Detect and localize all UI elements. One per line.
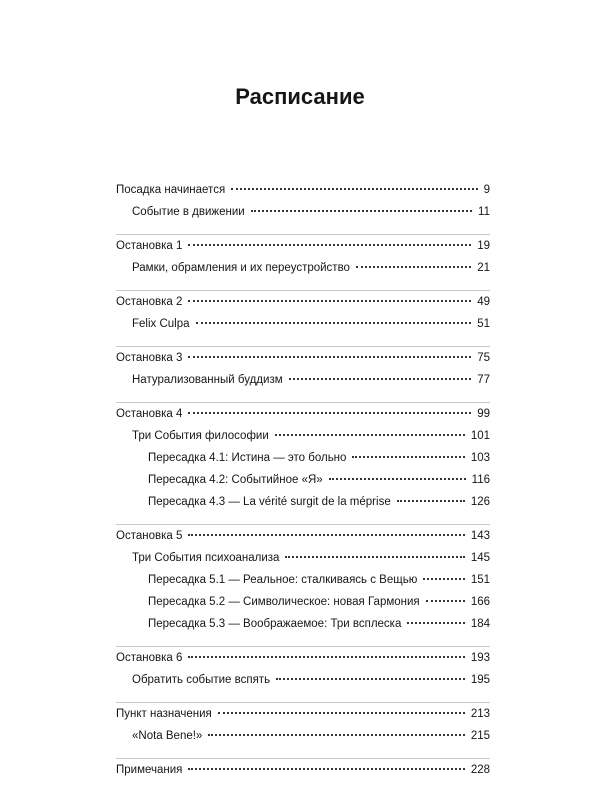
table-of-contents [116,184,490,797]
toc-entry[interactable] [116,552,490,574]
toc-page-number: 195 [470,674,490,686]
toc-entry-label: Остановка 5 [116,530,183,542]
toc-group-stop-2 [116,296,490,347]
toc-entry[interactable] [116,318,490,340]
dot-leader [188,656,464,658]
dot-leader [188,300,471,302]
toc-page-number: 11 [478,206,490,218]
toc-entry-label: Остановка 6 [116,652,183,664]
toc-entry[interactable] [116,764,490,786]
toc-entry-label: Три События психоанализа [132,552,280,564]
toc-page-number: 49 [477,296,490,308]
dot-leader [188,534,464,536]
dot-leader [188,768,464,770]
toc-page-number: 99 [477,408,490,420]
dot-leader [423,578,464,580]
toc-entry[interactable] [116,596,490,618]
toc-entry[interactable] [116,708,490,730]
dot-leader [329,478,466,480]
toc-entry-label: Натурализованный буддизм [132,374,283,386]
toc-page-number: 51 [477,318,490,330]
dot-leader [275,434,465,436]
toc-page-number: 184 [470,618,490,630]
dot-leader [188,412,471,414]
toc-entry[interactable] [116,408,490,430]
dot-leader [208,734,464,736]
dot-leader [188,244,471,246]
dot-leader [397,500,465,502]
toc-entry-label: Примечания [116,764,183,776]
page-title: Расписание [235,84,365,109]
dot-leader [196,322,472,324]
toc-group-stop-1 [116,240,490,291]
toc-page-number: 19 [477,240,490,252]
toc-page-number: 75 [477,352,490,364]
toc-entry[interactable] [116,730,490,752]
toc-page-number: 145 [470,552,490,564]
dot-leader [426,600,465,602]
toc-entry-label: Рамки, обрамления и их переустройство [132,262,350,274]
toc-page-number: 213 [470,708,490,720]
toc-page-number: 126 [470,496,490,508]
toc-page-number: 143 [470,530,490,542]
toc-entry-label: Felix Culpa [132,318,190,330]
toc-entry-label: Пересадка 5.2 — Символическое: новая Гармония [148,596,420,608]
toc-entry[interactable] [116,496,490,518]
toc-entry-label: Пересадка 4.3 — La vérité surgit de la méprise [148,496,391,508]
toc-group-stop-3 [116,352,490,403]
toc-page-number: 215 [470,730,490,742]
toc-entry-label: Пересадка 4.1: Истина — это больно [148,452,347,464]
toc-entry-label: Обратить событие вспять [132,674,271,686]
dot-leader [231,188,477,190]
toc-entry[interactable] [116,352,490,374]
toc-entry[interactable] [116,374,490,396]
toc-group-boarding [116,184,490,235]
toc-entry-label: «Nota Bene!» [132,730,203,742]
toc-entry[interactable] [116,474,490,496]
toc-group-stop-4 [116,408,490,525]
toc-entry-label: Пересадка 4.2: Событийное «Я» [148,474,323,486]
toc-entry-label: Остановка 2 [116,296,183,308]
toc-entry[interactable] [116,652,490,674]
toc-group-stop-6 [116,652,490,703]
toc-entry-label: Три События философии [132,430,269,442]
toc-page-number: 166 [470,596,490,608]
toc-entry[interactable] [116,430,490,452]
toc-entry[interactable] [116,618,490,640]
dot-leader [352,456,464,458]
toc-entry[interactable] [116,240,490,262]
toc-group-destination [116,708,490,759]
toc-entry[interactable] [116,296,490,318]
toc-entry[interactable] [116,206,490,228]
toc-page-number: 21 [477,262,490,274]
toc-group-notes [116,764,490,792]
toc-entry-label: Пересадка 5.3 — Воображаемое: Три всплеска [148,618,402,630]
dot-leader [356,266,471,268]
toc-page-number: 193 [470,652,490,664]
toc-entry-label: Остановка 3 [116,352,183,364]
toc-entry-label: Пересадка 5.1 — Реальное: сталкиваясь с Вещью [148,574,418,586]
toc-page-number: 101 [470,430,490,442]
dot-leader [276,678,465,680]
toc-page-number: 77 [477,374,490,386]
dot-leader [218,712,465,714]
toc-entry[interactable] [116,674,490,696]
dot-leader [407,622,464,624]
toc-entry-label: Посадка начинается [116,184,226,196]
dot-leader [289,378,472,380]
toc-entry-label: Остановка 1 [116,240,183,252]
toc-entry-label: Пункт назначения [116,708,212,720]
toc-entry[interactable] [116,530,490,552]
toc-entry[interactable] [116,262,490,284]
toc-entry[interactable] [116,184,490,206]
toc-page-number: 116 [471,474,490,486]
dot-leader [251,210,472,212]
toc-entry-label: Событие в движении [132,206,245,218]
toc-page-number: 151 [470,574,490,586]
toc-entry-label: Остановка 4 [116,408,183,420]
toc-page-number: 9 [483,184,490,196]
toc-group-stop-5 [116,530,490,647]
toc-page-number: 103 [470,452,490,464]
dot-leader [188,356,471,358]
toc-entry[interactable] [116,574,490,596]
toc-entry[interactable] [116,452,490,474]
dot-leader [285,556,464,558]
toc-page-number: 228 [470,764,490,776]
